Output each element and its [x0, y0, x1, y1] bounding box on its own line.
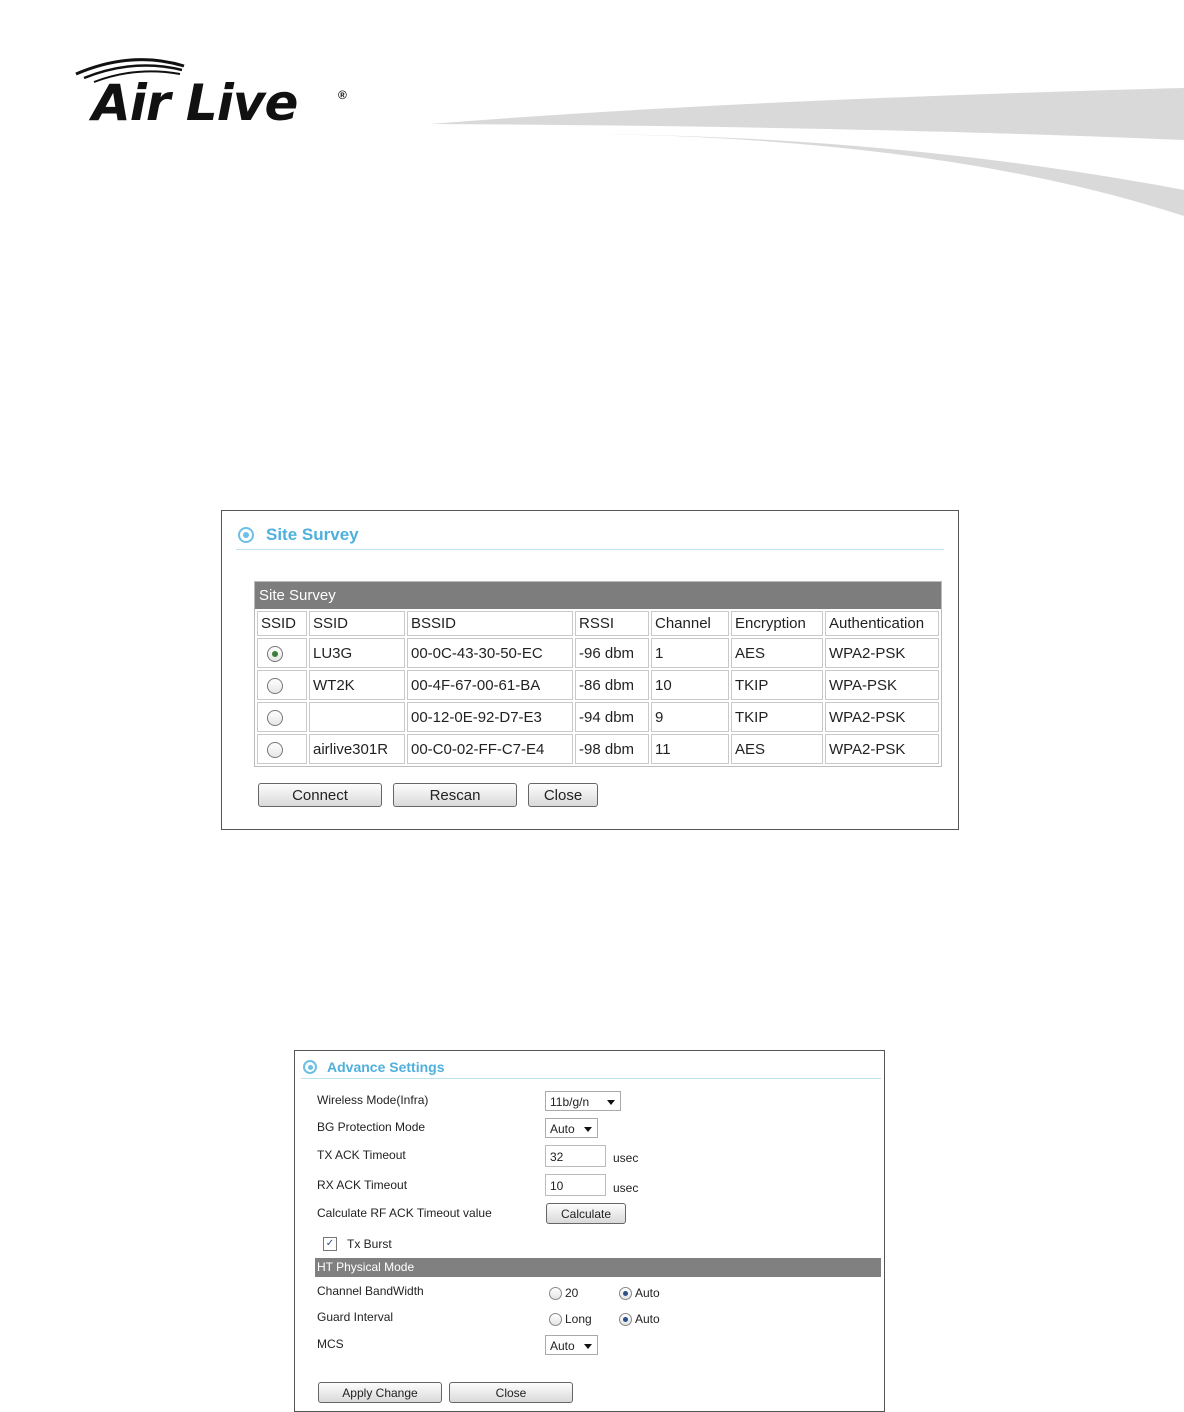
airlive-logo [72, 52, 362, 136]
rescan-button[interactable]: Rescan [393, 783, 517, 807]
mcs-value: Auto [550, 1339, 575, 1353]
tx-burst-label: Tx Burst [347, 1237, 392, 1251]
channel-cell: 10 [651, 670, 729, 700]
advance-settings-panel [294, 1050, 885, 1412]
bg-protection-select[interactable] [545, 1118, 598, 1138]
bandwidth-auto-radio[interactable] [619, 1287, 632, 1300]
rssi-cell: -98 dbm [575, 734, 649, 764]
tx-burst-checkbox[interactable]: ✓ [323, 1237, 337, 1251]
advance-close-button[interactable]: Close [449, 1382, 573, 1403]
guard-long-label: Long [565, 1312, 592, 1326]
bg-protection-label: BG Protection Mode [317, 1120, 426, 1134]
guard-auto-label: Auto [635, 1312, 660, 1326]
select-radio[interactable] [267, 710, 283, 726]
select-radio[interactable] [267, 742, 283, 758]
calculate-button[interactable]: Calculate [546, 1203, 626, 1224]
ht-physical-mode-header: HT Physical Mode [315, 1258, 881, 1277]
select-cell [257, 670, 307, 700]
bandwidth-20-label: 20 [565, 1286, 579, 1300]
chevron-down-icon [584, 1127, 592, 1132]
auth-cell: WPA2-PSK [825, 638, 939, 668]
logo-text: Air Live [92, 74, 298, 132]
col-authentication: Authentication [825, 611, 939, 636]
col-encryption: Encryption [731, 611, 823, 636]
ssid-cell [309, 702, 405, 732]
chevron-down-icon [607, 1100, 615, 1105]
auth-cell: WPA2-PSK [825, 702, 939, 732]
channel-cell: 1 [651, 638, 729, 668]
rssi-cell: -86 dbm [575, 670, 649, 700]
table-row [257, 670, 939, 700]
rx-ack-label: RX ACK Timeout [317, 1178, 408, 1192]
tx-ack-input[interactable]: 32 [545, 1145, 606, 1167]
bssid-cell: 00-12-0E-92-D7-E3 [407, 702, 573, 732]
channel-cell: 11 [651, 734, 729, 764]
select-radio[interactable] [267, 678, 283, 694]
connect-button[interactable]: Connect [258, 783, 382, 807]
col-channel: Channel [651, 611, 729, 636]
bssid-cell: 00-C0-02-FF-C7-E4 [407, 734, 573, 764]
ssid-cell: LU3G [309, 638, 405, 668]
site-survey-panel-title: Site Survey [266, 525, 359, 544]
divider [236, 549, 944, 550]
target-icon [303, 1060, 317, 1074]
table-row [257, 702, 939, 732]
logo-registered: ® [338, 88, 347, 102]
close-button[interactable]: Close [528, 783, 598, 807]
divider [301, 1078, 881, 1079]
rx-ack-unit: usec [613, 1181, 639, 1195]
select-cell [257, 702, 307, 732]
wireless-mode-label: Wireless Mode(Infra) [317, 1093, 429, 1107]
apply-change-button[interactable]: Apply Change [318, 1382, 442, 1403]
rx-ack-input[interactable]: 10 [545, 1174, 606, 1196]
col-bssid: BSSID [407, 611, 573, 636]
calc-label: Calculate RF ACK Timeout value [317, 1206, 492, 1220]
table-row [257, 638, 939, 668]
select-radio[interactable] [267, 646, 283, 662]
site-survey-panel-header [238, 525, 359, 545]
bandwidth-auto-label: Auto [635, 1286, 660, 1300]
col-select: SSID [257, 611, 307, 636]
encryption-cell: TKIP [731, 670, 823, 700]
bssid-cell: 00-0C-43-30-50-EC [407, 638, 573, 668]
mcs-select[interactable] [545, 1335, 598, 1355]
col-rssi: RSSI [575, 611, 649, 636]
bandwidth-20-radio[interactable] [549, 1287, 562, 1300]
select-cell [257, 638, 307, 668]
site-survey-panel [221, 510, 959, 830]
encryption-cell: TKIP [731, 702, 823, 732]
col-ssid: SSID [309, 611, 405, 636]
advance-settings-panel-title: Advance Settings [327, 1059, 445, 1075]
rssi-cell: -96 dbm [575, 638, 649, 668]
select-cell [257, 734, 307, 764]
target-icon [238, 527, 254, 543]
guard-auto-radio[interactable] [619, 1313, 632, 1326]
table-header-row [257, 611, 939, 636]
channel-cell: 9 [651, 702, 729, 732]
header-swoosh [430, 80, 1184, 220]
advance-settings-panel-header [303, 1059, 444, 1075]
site-survey-table-title: Site Survey [255, 582, 941, 609]
site-survey-table [255, 609, 941, 766]
mcs-label: MCS [317, 1337, 344, 1351]
tx-ack-unit: usec [613, 1151, 639, 1165]
auth-cell: WPA-PSK [825, 670, 939, 700]
guard-interval-label: Guard Interval [317, 1310, 394, 1324]
encryption-cell: AES [731, 638, 823, 668]
auth-cell: WPA2-PSK [825, 734, 939, 764]
ssid-cell: WT2K [309, 670, 405, 700]
tx-ack-label: TX ACK Timeout [317, 1148, 406, 1162]
bg-protection-value: Auto [550, 1122, 575, 1136]
rssi-cell: -94 dbm [575, 702, 649, 732]
chevron-down-icon [584, 1344, 592, 1349]
encryption-cell: AES [731, 734, 823, 764]
guard-long-radio[interactable] [549, 1313, 562, 1326]
wireless-mode-select[interactable] [545, 1091, 621, 1111]
ssid-cell: airlive301R [309, 734, 405, 764]
bandwidth-label: Channel BandWidth [317, 1284, 424, 1298]
site-survey-table-box [254, 581, 942, 767]
table-row [257, 734, 939, 764]
bssid-cell: 00-4F-67-00-61-BA [407, 670, 573, 700]
wireless-mode-value: 11b/g/n [550, 1095, 590, 1109]
